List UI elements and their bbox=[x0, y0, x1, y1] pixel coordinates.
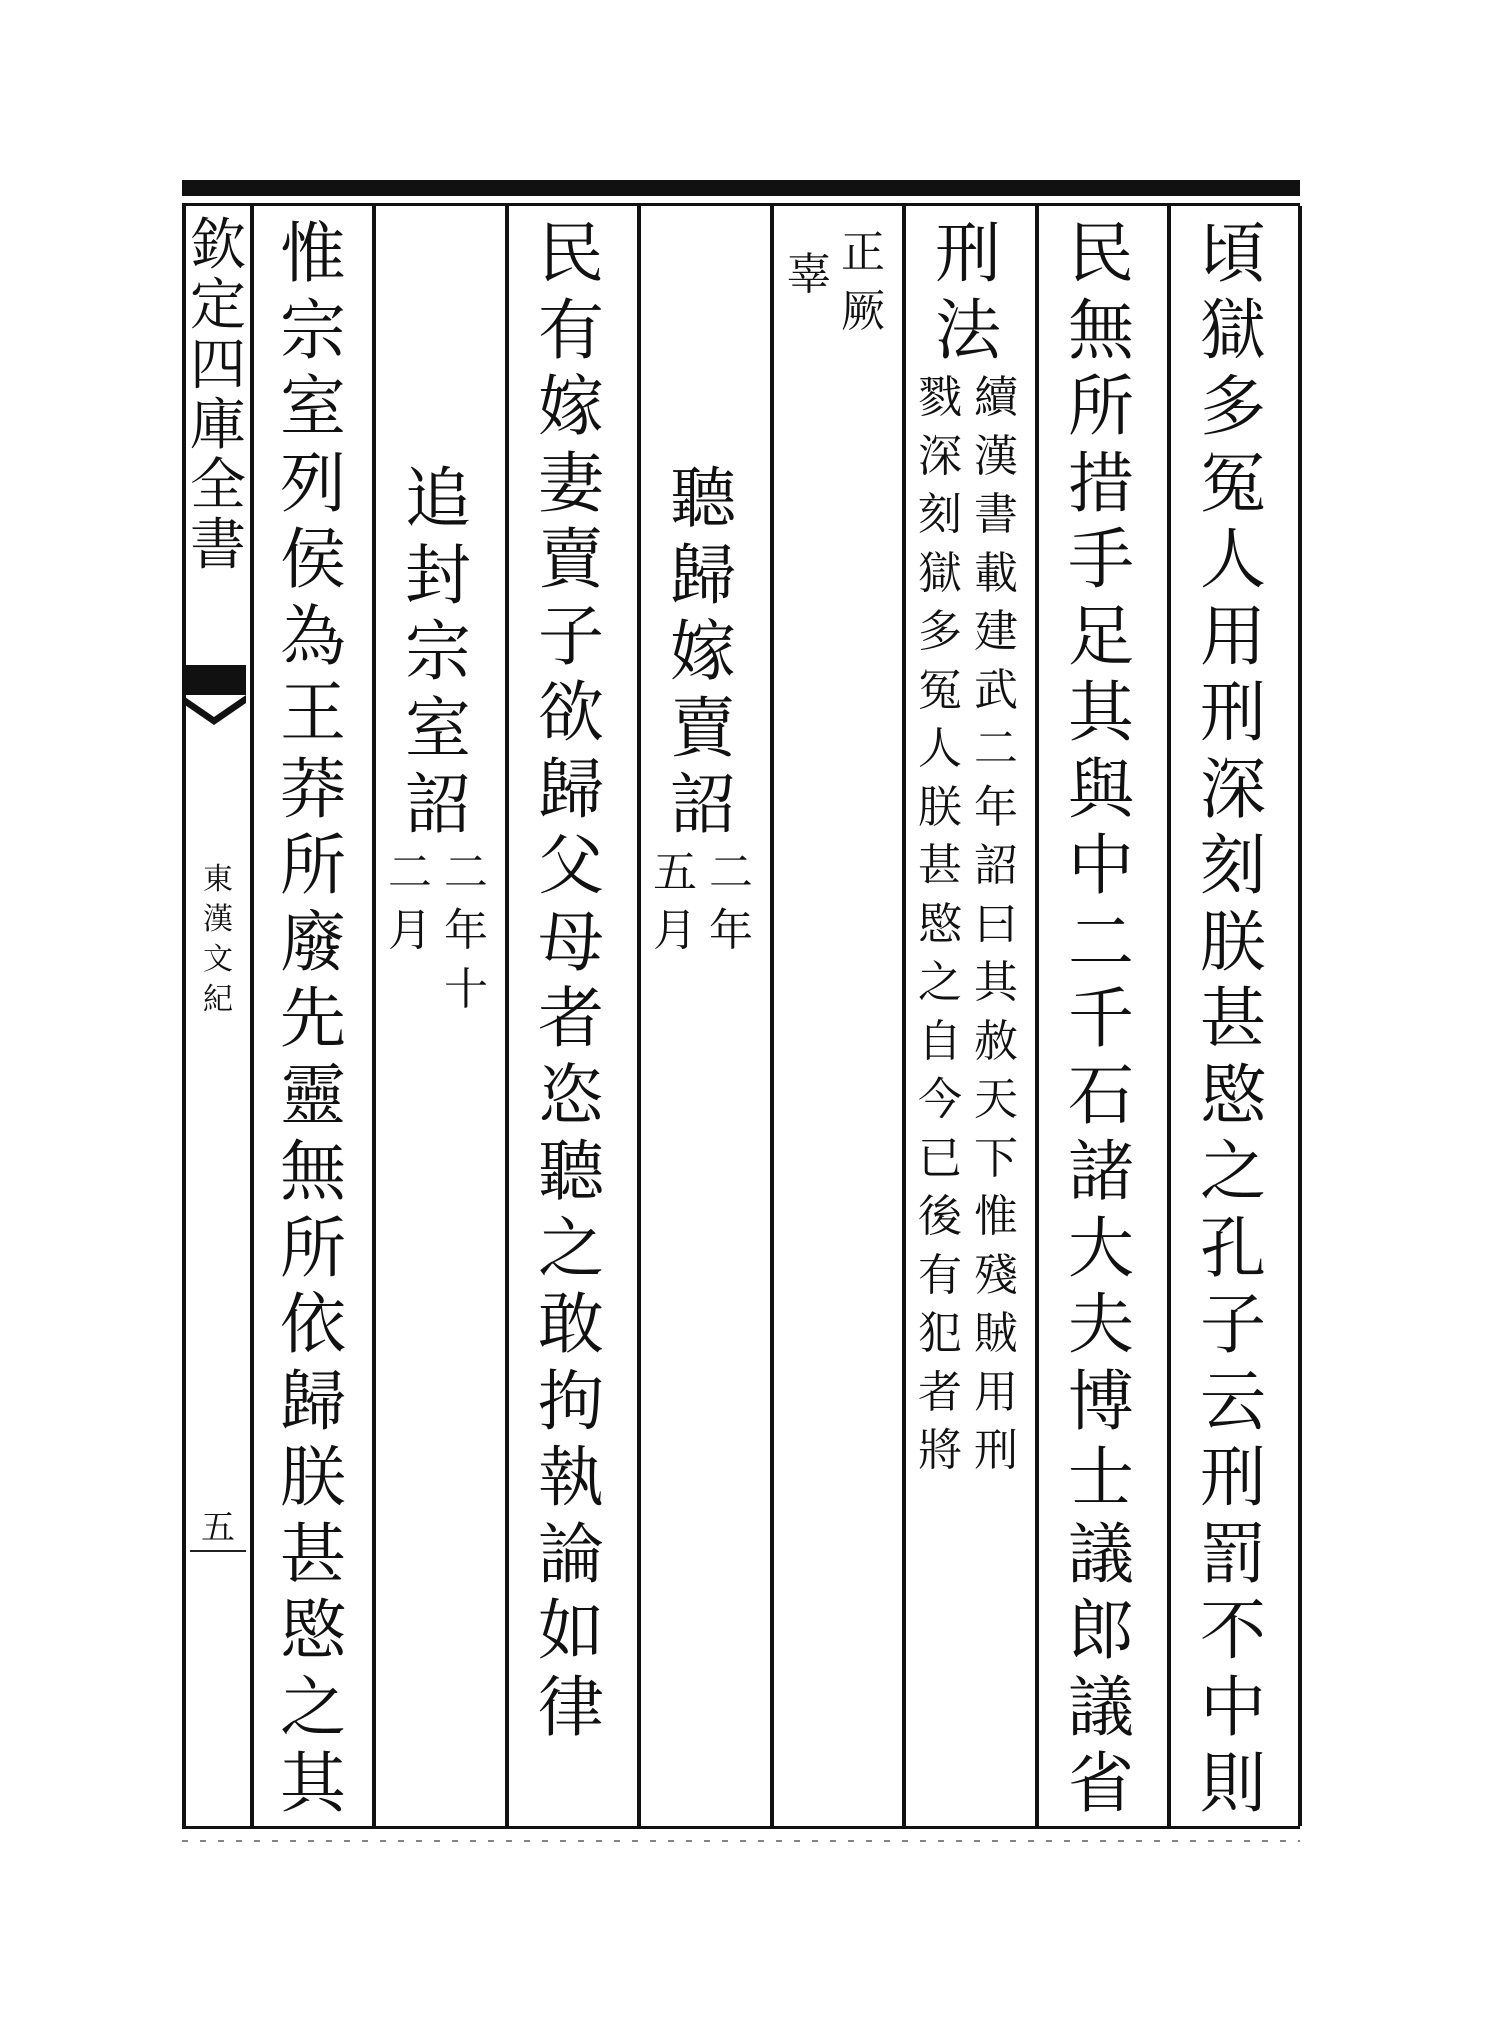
fish-tail-ornament bbox=[182, 665, 246, 735]
column-divider bbox=[1035, 206, 1039, 1826]
date-annotation: 五 月 bbox=[653, 846, 697, 956]
page-number-rule bbox=[190, 1550, 246, 1552]
text-column-3 bbox=[911, 216, 1025, 1826]
book-title: 欽 定 四 庫 全 書 bbox=[190, 213, 246, 578]
column-divider bbox=[1298, 206, 1302, 1826]
text-column-7 bbox=[381, 216, 495, 1826]
column-text: 頃 獄 多 冤 人 用 刑 深 刻 朕 甚 愍 之 孔 子 云 刑 罰 不 中 則 bbox=[1200, 215, 1266, 1822]
annotation-line: 厥 bbox=[841, 285, 885, 337]
date-annotation: 二 月 bbox=[388, 846, 432, 956]
text-column-6 bbox=[514, 216, 628, 1826]
bottom-border-dots bbox=[182, 1840, 1300, 1842]
bottom-border bbox=[182, 1826, 1300, 1829]
text-column-5 bbox=[646, 216, 760, 1826]
column-divider bbox=[770, 206, 774, 1826]
annotation-line: 戮 深 刻 獄 多 冤 人 朕 甚 愍 之 自 今 已 後 有 犯 者 將 bbox=[918, 372, 962, 1476]
top-border bbox=[182, 180, 1300, 196]
column-divider bbox=[902, 206, 906, 1826]
section-title: 東 漢 文 紀 bbox=[203, 862, 233, 1017]
date-annotation: 二 年 bbox=[709, 846, 753, 956]
column-divider bbox=[637, 206, 641, 1826]
text-column-2 bbox=[1044, 216, 1158, 1826]
column-head-text: 刑 法 bbox=[935, 215, 1001, 369]
column-text: 民 有 嫁 妻 賣 子 欲 歸 父 母 者 恣 聽 之 敢 拘 執 論 如 律 bbox=[538, 215, 604, 1746]
column-divider bbox=[1167, 206, 1171, 1826]
annotation-line: 續 漢 書 載 建 武 二 年 詔 曰 其 赦 天 下 惟 殘 賊 用 刑 bbox=[974, 372, 1018, 1476]
page-number: 五 bbox=[201, 1508, 235, 1548]
annotation-line: 辜 bbox=[787, 249, 831, 300]
text-column-8 bbox=[259, 216, 367, 1826]
text-column-1 bbox=[1176, 216, 1290, 1826]
edict-title: 聽 歸 嫁 賣 詔 bbox=[670, 460, 736, 843]
column-text: 民 無 所 措 手 足 其 與 中 二 千 石 諸 大 夫 博 士 議 郎 議 省 bbox=[1068, 215, 1134, 1822]
date-annotation: 二 年 十 bbox=[444, 846, 488, 1015]
top-border-rule bbox=[182, 203, 1300, 206]
column-text: 惟 宗 室 列 侯 為 王 莽 所 廢 先 靈 無 所 依 歸 朕 甚 愍 之 其 bbox=[280, 215, 346, 1822]
column-divider bbox=[372, 206, 376, 1826]
edict-title: 追 封 宗 室 詔 bbox=[405, 460, 471, 843]
text-column-4 bbox=[779, 216, 893, 1826]
column-head-text: 正 bbox=[841, 227, 885, 278]
column-divider bbox=[505, 206, 509, 1826]
